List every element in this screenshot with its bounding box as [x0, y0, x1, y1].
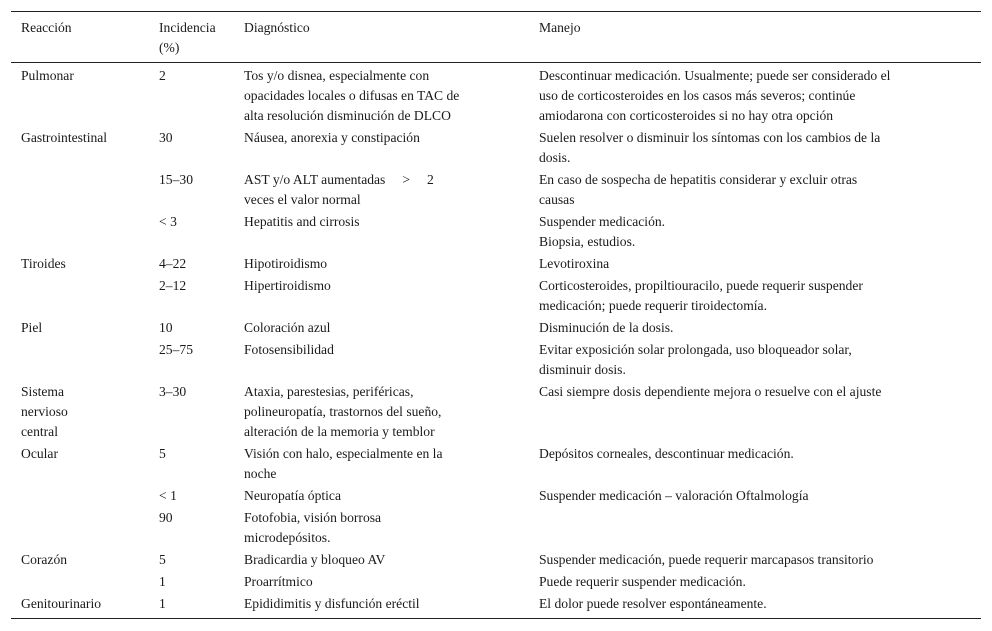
cell-diagnostico [244, 128, 526, 148]
cell-reaccion-line: Genitourinario [21, 596, 102, 611]
cell-manejo [539, 382, 979, 402]
cell-incidencia: 30 [159, 130, 173, 145]
cell-incidencia: 15–30 [159, 172, 193, 187]
cell-reaccion [21, 550, 151, 570]
cell-manejo-line: disminuir dosis. [539, 362, 626, 377]
cell-manejo [539, 170, 979, 210]
cell-diagnostico-line: alteración de la memoria y temblor [244, 424, 435, 439]
header-incidencia-line2: (%) [159, 40, 180, 55]
cell-reaccion-line: Corazón [21, 552, 68, 567]
cell-manejo [539, 486, 979, 506]
cell-manejo-line: Suelen resolver o disminuir los síntomas con los cambios de la [539, 130, 881, 145]
cell-diagnostico-line: Hipertiroidismo [244, 278, 331, 293]
cell-incidencia: 5 [159, 446, 166, 461]
cell-manejo-line: Suspender medicación. [539, 214, 666, 229]
cell-diagnostico [244, 550, 526, 570]
header-incidencia [159, 18, 239, 58]
cell-diagnostico [244, 572, 526, 592]
cell-diagnostico [244, 66, 526, 126]
cell-diagnostico-line: veces el valor normal [244, 192, 361, 207]
cell-manejo [539, 444, 979, 464]
cell-reaccion-line: nervioso [21, 404, 68, 419]
cell-manejo-line: Levotiroxina [539, 256, 610, 271]
cell-manejo-line: Evitar exposición solar prolongada, uso bloqueador solar, [539, 342, 852, 357]
cell-diagnostico [244, 276, 526, 296]
cell-manejo-line: Descontinuar medicación. Usualmente; puede ser considerado el [539, 68, 891, 83]
cell-incidencia: 3–30 [159, 384, 187, 399]
cell-reaccion-line: Piel [21, 320, 43, 335]
cell-reaccion-line: Ocular [21, 446, 58, 461]
header-diagnostico: Diagnóstico [244, 20, 310, 35]
cell-manejo-line: Suspender medicación – valoración Oftalmología [539, 488, 809, 503]
cell-reaccion-line: Pulmonar [21, 68, 74, 83]
cell-manejo-line: Corticosteroides, propiltiouracilo, puede requerir suspender [539, 278, 863, 293]
cell-diagnostico [244, 170, 526, 210]
cell-diagnostico-line: Coloración azul [244, 320, 331, 335]
cell-incidencia: 2–12 [159, 278, 187, 293]
cell-manejo [539, 594, 979, 614]
cell-diagnostico-line: Neuropatía óptica [244, 488, 342, 503]
cell-reaccion-line: Tiroides [21, 256, 66, 271]
cell-incidencia: 4–22 [159, 256, 187, 271]
cell-manejo-line: En caso de sospecha de hepatitis considerar y excluir otras [539, 172, 858, 187]
cell-diagnostico-line: alta resolución disminución de DLCO [244, 108, 451, 123]
cell-diagnostico-line: Proarrítmico [244, 574, 313, 589]
cell-reaccion [21, 128, 151, 148]
cell-manejo-line: Biopsia, estudios. [539, 234, 636, 249]
cell-reaccion [21, 444, 151, 464]
cell-diagnostico [244, 318, 526, 338]
cell-incidencia: 1 [159, 574, 166, 589]
table-top-rule [11, 11, 981, 12]
cell-incidencia: 90 [159, 510, 173, 525]
header-reaccion: Reacción [21, 20, 72, 35]
cell-manejo-line: amiodarona con corticosteroides si no hay otra opción [539, 108, 834, 123]
cell-diagnostico-line: opacidades locales o difusas en TAC de [244, 88, 460, 103]
cell-reaccion-line: Gastrointestinal [21, 130, 108, 145]
header-incidencia-line1: Incidencia [159, 20, 216, 35]
cell-manejo-line: medicación; puede requerir tiroidectomía. [539, 298, 767, 313]
cell-diagnostico-line: Hepatitis and cirrosis [244, 214, 360, 229]
cell-manejo-line: uso de corticosteroides en los casos más severos; continúe [539, 88, 856, 103]
cell-diagnostico-line: polineuropatía, trastornos del sueño, [244, 404, 442, 419]
cell-incidencia: 25–75 [159, 342, 193, 357]
header-rule [11, 62, 981, 63]
cell-reaccion [21, 594, 151, 614]
cell-reaccion [21, 66, 151, 86]
cell-manejo [539, 212, 979, 252]
cell-reaccion [21, 254, 151, 274]
cell-manejo [539, 254, 979, 274]
cell-incidencia: < 3 [159, 214, 177, 229]
cell-diagnostico-line: Hipotiroidismo [244, 256, 328, 271]
cell-incidencia: 10 [159, 320, 173, 335]
cell-manejo [539, 572, 979, 592]
cell-diagnostico [244, 382, 526, 442]
cell-incidencia: < 1 [159, 488, 177, 503]
cell-diagnostico-line: Ataxia, parestesias, periféricas, [244, 384, 414, 399]
cell-manejo-line: dosis. [539, 150, 571, 165]
cell-diagnostico [244, 254, 526, 274]
cell-diagnostico [244, 340, 526, 360]
cell-manejo-line: Casi siempre dosis dependiente mejora o resuelve con el ajuste [539, 384, 882, 399]
cell-manejo [539, 340, 979, 380]
header-manejo: Manejo [539, 20, 581, 35]
cell-manejo-line: Disminución de la dosis. [539, 320, 674, 335]
cell-manejo [539, 66, 979, 126]
cell-manejo-line: Depósitos corneales, descontinuar medicación. [539, 446, 794, 461]
cell-manejo [539, 128, 979, 168]
cell-manejo-line: Suspender medicación, puede requerir marcapasos transitorio [539, 552, 874, 567]
cell-manejo-line: Puede requerir suspender medicación. [539, 574, 746, 589]
cell-diagnostico-line: Visión con halo, especialmente en la [244, 446, 443, 461]
cell-reaccion [21, 318, 151, 338]
cell-diagnostico-line: Náusea, anorexia y constipación [244, 130, 420, 145]
cell-incidencia: 2 [159, 68, 166, 83]
cell-diagnostico [244, 486, 526, 506]
cell-manejo-line: El dolor puede resolver espontáneamente. [539, 596, 767, 611]
cell-manejo-line: causas [539, 192, 575, 207]
cell-reaccion-line: Sistema [21, 384, 65, 399]
cell-incidencia: 5 [159, 552, 166, 567]
cell-diagnostico-line: Tos y/o disnea, especialmente con [244, 68, 430, 83]
cell-diagnostico [244, 594, 526, 614]
cell-diagnostico-line: Bradicardia y bloqueo AV [244, 552, 386, 567]
cell-reaccion-line: central [21, 424, 58, 439]
cell-manejo [539, 318, 979, 338]
cell-diagnostico-line: Epididimitis y disfunción eréctil [244, 596, 420, 611]
cell-diagnostico [244, 212, 526, 232]
cell-diagnostico-line: noche [244, 466, 277, 481]
cell-manejo [539, 550, 979, 570]
cell-diagnostico-line: AST y/o ALT aumentadas > 2 [244, 172, 434, 187]
cell-reaccion [21, 382, 151, 442]
cell-diagnostico-line: microdepósitos. [244, 530, 331, 545]
cell-diagnostico [244, 444, 526, 484]
cell-incidencia: 1 [159, 596, 166, 611]
cell-diagnostico-line: Fotofobia, visión borrosa [244, 510, 382, 525]
cell-diagnostico-line: Fotosensibilidad [244, 342, 334, 357]
cell-diagnostico [244, 508, 526, 548]
table-bottom-rule [11, 618, 981, 619]
cell-manejo [539, 276, 979, 316]
